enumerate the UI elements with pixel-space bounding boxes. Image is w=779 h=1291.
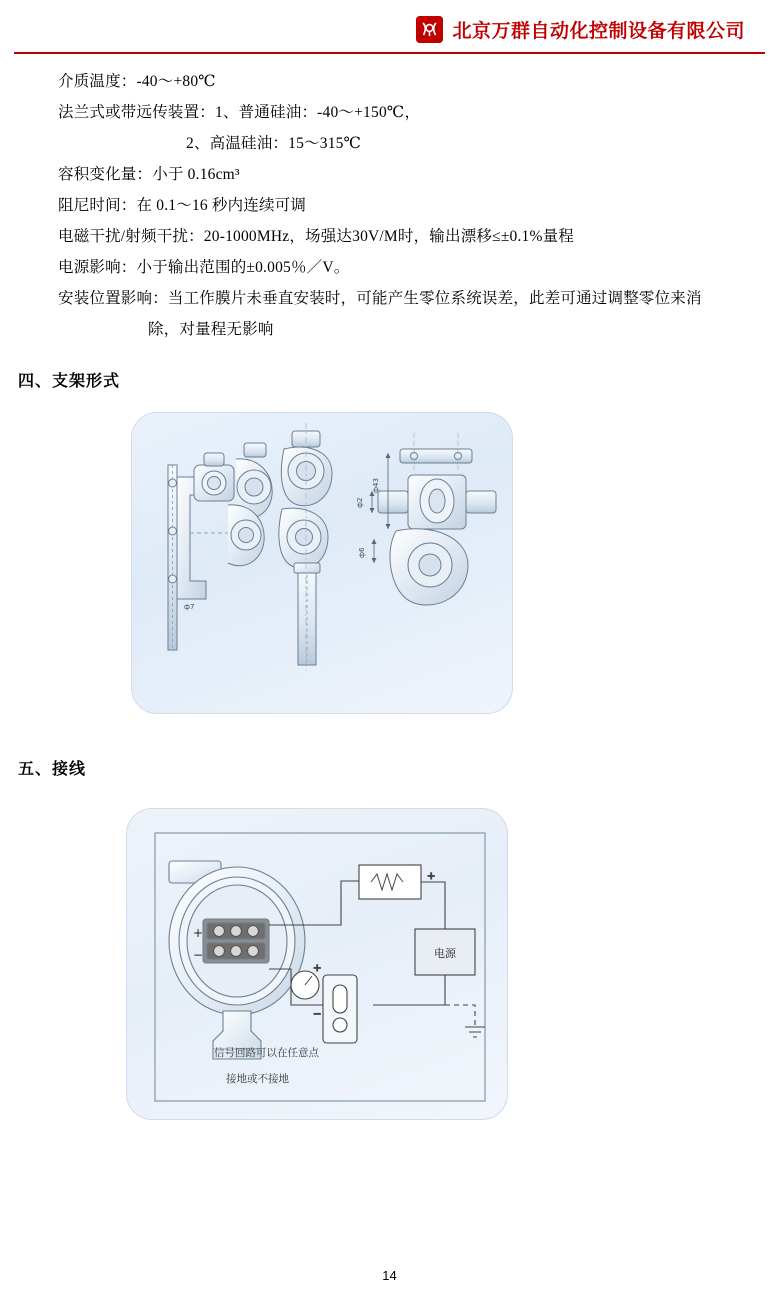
company-name: 北京万群自动化控制设备有限公司: [452, 21, 745, 42]
svg-text:ф2: ф2: [356, 497, 364, 508]
wiring-caption-line-2: 接地或不接地: [226, 1073, 289, 1085]
spec-line: 介质温度：-40～+80℃: [58, 73, 216, 90]
bracket-forms-figure: [131, 412, 513, 714]
terminal-minus-label: −: [193, 948, 204, 962]
svg-text:ф43: ф43: [372, 478, 380, 493]
spec-line: 容积变化量：小于 0.16cm³: [58, 166, 240, 183]
section-heading-bracket: 四、支架形式: [18, 373, 121, 390]
specifications-list: [0, 66, 779, 345]
svg-text:ф6: ф6: [358, 547, 366, 558]
terminal-plus-label: +: [193, 926, 204, 940]
header-brand: [416, 16, 745, 43]
power-supply-label: 电源: [434, 947, 456, 960]
spec-line: 阻尼时间：在 0.1～16 秒内连续可调: [58, 197, 307, 214]
spec-line: 电磁干扰/射频干扰：20-1000MHz，场强达30V/M时，输出漂移≤±0.1%量程: [58, 228, 575, 245]
spec-line: 除，对量程无影响: [148, 321, 274, 338]
spec-line: 电源影响：小于输出范围的±0.005％／V。: [58, 259, 350, 276]
svg-text:+: +: [427, 871, 436, 882]
wiring-diagram-figure: [126, 808, 508, 1120]
svg-text:ф7: ф7: [184, 603, 195, 611]
section-heading-wiring: 五、接线: [18, 761, 87, 778]
wiring-caption-line-1: 信号回路可以在任意点: [214, 1047, 319, 1059]
company-logo-icon: [416, 16, 443, 43]
spec-line: 安装位置影响：当工作膜片未垂直安装时，可能产生零位系统误差，此差可通过调整零位来消: [58, 290, 702, 307]
svg-text:−: −: [313, 1009, 322, 1020]
header-divider: [14, 52, 765, 54]
spec-line: 法兰式或带远传装置：1、普通硅油：-40～+150℃，: [58, 104, 421, 121]
svg-text:+: +: [313, 963, 322, 974]
page-number: 14: [382, 1268, 397, 1283]
spec-line: 2、高温硅油：15～315℃: [186, 135, 362, 152]
page-header: [0, 0, 779, 56]
